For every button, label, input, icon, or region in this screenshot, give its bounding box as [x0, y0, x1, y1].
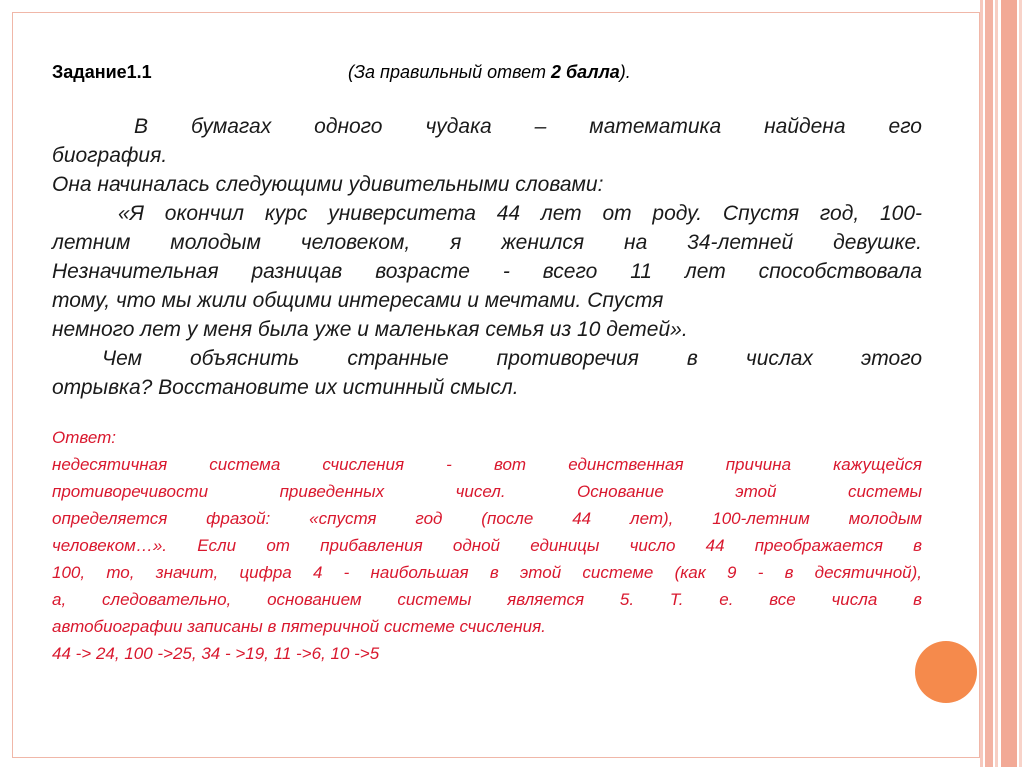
score-points: 2 балла	[550, 62, 620, 82]
problem-line: Она начиналась следующими удивительными словами:	[52, 173, 604, 196]
problem-line: «Я окончил курс университета 44 лет от роду. Спустя год, 100-	[118, 202, 922, 225]
stripe	[985, 0, 993, 767]
problem-line: тому, что мы жили общими интересами и мечтами. Спустя	[52, 289, 664, 312]
answer-line: человеком…». Если от прибавления одной единицы число 44 преображается в	[52, 536, 922, 555]
problem-text	[52, 112, 922, 402]
answer-label: Ответ:	[52, 428, 117, 447]
problem-line: немного лет у меня была уже и маленькая семья из 10 детей».	[52, 318, 688, 341]
answer-line: автобиографии записаны в пятеричной системе счисления.	[52, 617, 546, 636]
task-label: Задание1.1	[52, 62, 152, 82]
answer-line: а, следовательно, основанием системы является 5. Т. е. все числа в	[52, 590, 922, 609]
question-line: отрывка? Восстановите их истинный смысл.	[52, 376, 519, 399]
answer-line: определяется фразой: «спустя год (после 44 лет), 100-летним молодым	[52, 509, 922, 528]
stripe	[980, 0, 983, 767]
decorative-circle	[915, 641, 977, 703]
score-prefix: (За правильный ответ	[348, 62, 551, 82]
problem-line: биография.	[52, 144, 168, 167]
stripe	[1001, 0, 1017, 767]
answer-line: недесятичная система счисления - вот единственная причина кажущейся	[52, 455, 922, 474]
stripe	[1019, 0, 1022, 767]
answer-line: противоречивости приведенных чисел. Основание этой системы	[52, 482, 922, 501]
score-note	[348, 62, 631, 83]
decorative-stripes	[979, 0, 1024, 767]
problem-line: летним молодым человеком, я женился на 34-летней девушке.	[52, 231, 922, 254]
conversion-line: 44 -> 24, 100 ->25, 34 - >19, 11 ->6, 10 ->5	[52, 644, 380, 663]
score-suffix: ).	[619, 62, 631, 82]
question-line: Чем объяснить странные противоречия в числах этого	[102, 347, 922, 370]
answer-line: 100, то, значит, цифра 4 - наибольшая в этой системе (как 9 - в десятичной),	[52, 563, 922, 582]
problem-line: Незначительная разницав возрасте - всего 11 лет способствовала	[52, 260, 922, 283]
task-header	[52, 62, 932, 84]
stripe	[995, 0, 998, 767]
problem-line: В бумагах одного чудака – математика найдена его	[134, 115, 922, 138]
answer-block	[52, 424, 922, 667]
